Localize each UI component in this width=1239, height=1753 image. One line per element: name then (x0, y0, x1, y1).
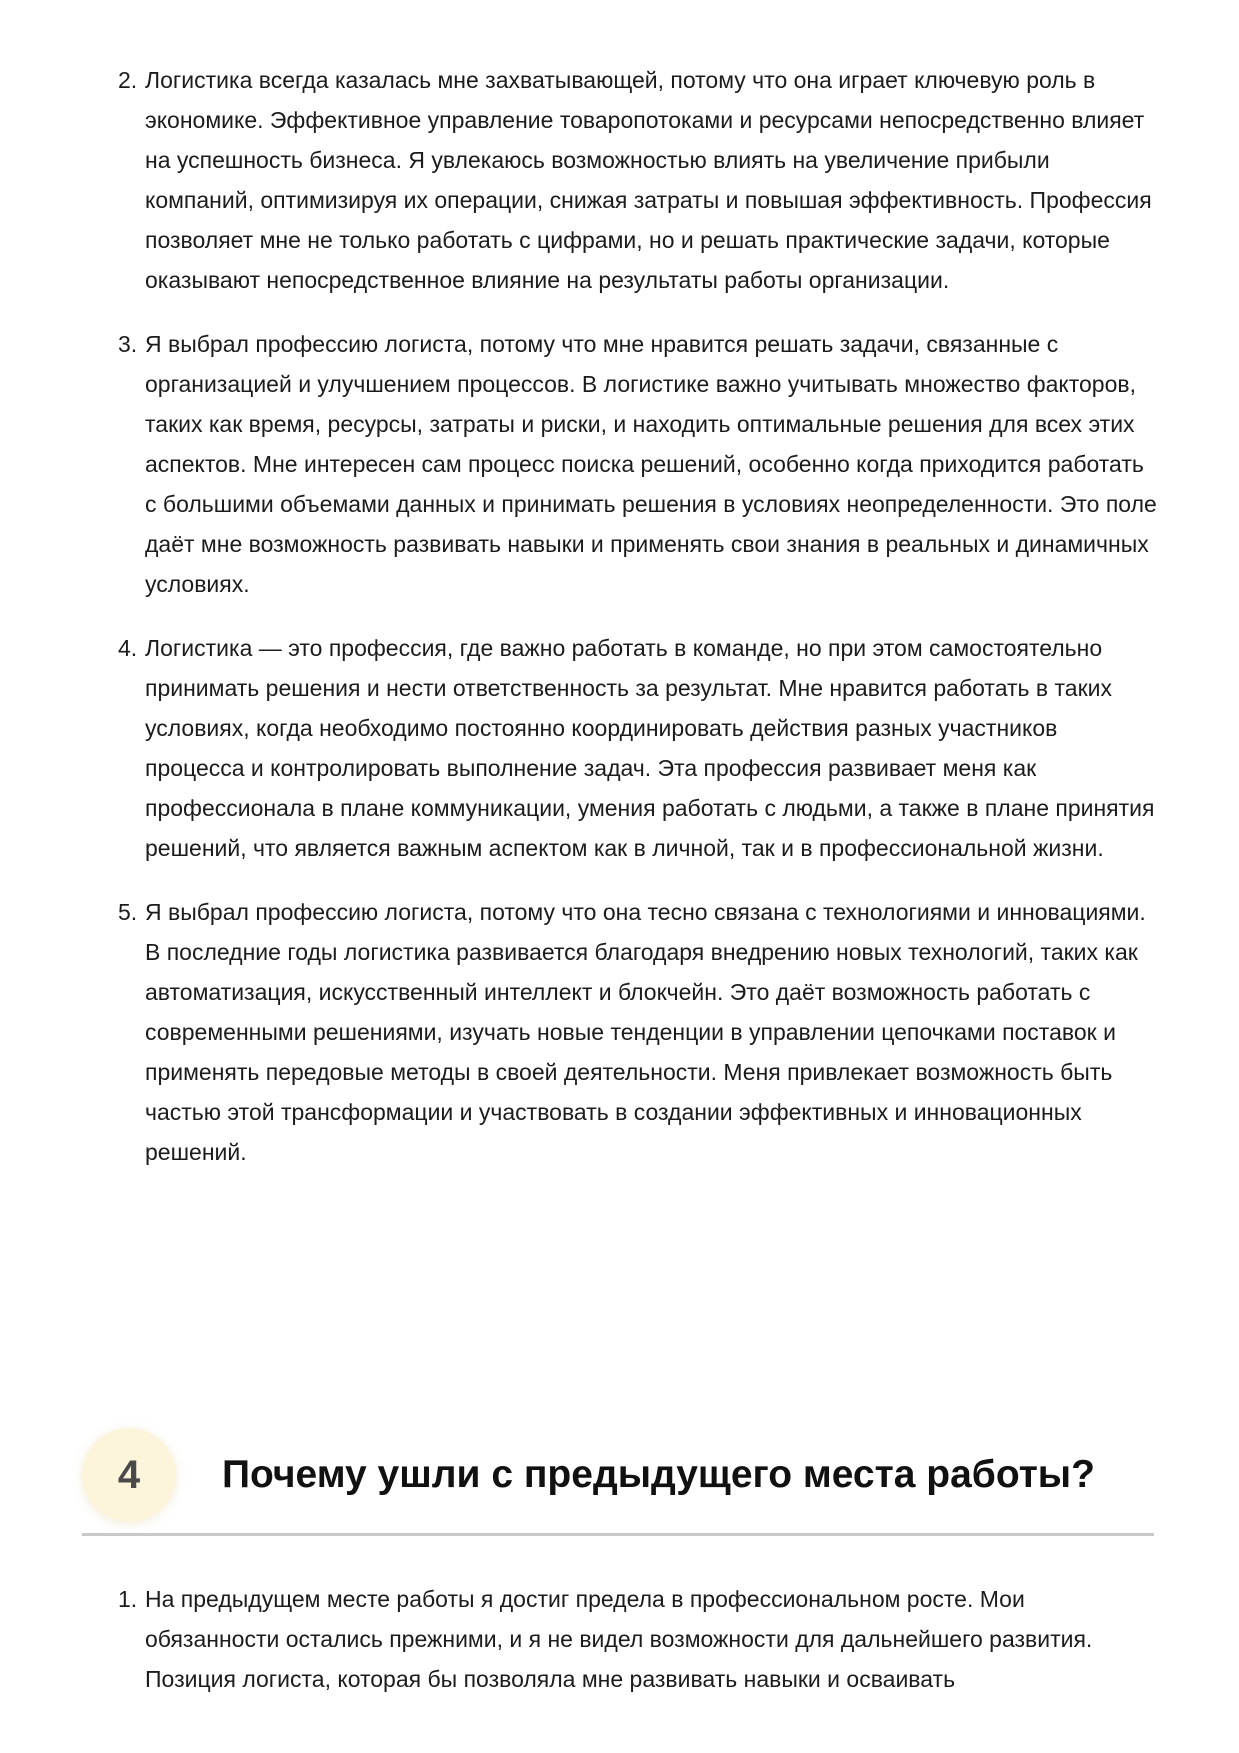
list-item-text: Я выбрал профессию логиста, потому что она тесно связана с технологиями и инновациями. В последние годы логистика развивается благодаря внедрению новых технологий, таких как автоматизация, искусственный интеллект и блокчейн. Это даёт возможность работать с современными решениями, изучать новые тенденции в управлении цепочками поставок и применять передовые методы в своей деятельности. Меня привлекает возможность быть частью этой трансформации и участвовать в создании эффективных и инновационных решений. (145, 899, 1146, 1165)
list-item-number: 4. (118, 635, 138, 661)
list-item (118, 892, 1158, 1172)
list-item-text: Логистика — это профессия, где важно работать в команде, но при этом самостоятельно принимать решения и нести ответственность за результат. Мне нравится работать в таких условиях, когда необходимо постоянно координировать действия разных участников процесса и контролировать выполнение задач. Эта профессия развивает меня как профессионала в плане коммуникации, умения работать с людьми, а также в плане принятия решений, что является важным аспектом как в личной, так и в профессиональной жизни. (145, 635, 1155, 861)
list-item (118, 628, 1158, 868)
list-item-number: 3. (118, 331, 138, 357)
answer-list (118, 1579, 1158, 1723)
list-item-number: 1. (118, 1586, 138, 1612)
section-header (82, 1423, 1154, 1536)
list-item-number: 5. (118, 899, 138, 925)
list-item (118, 324, 1158, 604)
list-item (118, 60, 1158, 300)
list-item-text: Логистика всегда казалась мне захватывающей, потому что она играет ключевую роль в экономике. Эффективное управление товаропотоками и ресурсами непосредственно влияет на успешность бизнеса. Я увлекаюсь возможностью влиять на увеличение прибыли компаний, оптимизируя их операции, снижая затраты и повышая эффективность. Профессия позволяет мне не только работать с цифрами, но и решать практические задачи, которые оказывают непосредственное влияние на результаты работы организации. (145, 67, 1152, 293)
list-item (118, 1579, 1158, 1699)
answer-list (118, 60, 1158, 1196)
section-title: Почему ушли с предыдущего места работы? (222, 1453, 1095, 1496)
list-item-number: 2. (118, 67, 138, 93)
list-item-text: На предыдущем месте работы я достиг предела в профессиональном росте. Мои обязанности остались прежними, и я не видел возможности для дальнейшего развития. Позиция логиста, которая бы позволяла мне развивать навыки и осваивать (145, 1586, 1093, 1692)
section-number-badge: 4 (82, 1428, 176, 1522)
list-item-text: Я выбрал профессию логиста, потому что мне нравится решать задачи, связанные с организацией и улучшением процессов. В логистике важно учитывать множество факторов, таких как время, ресурсы, затраты и риски, и находить оптимальные решения для всех этих аспектов. Мне интересен сам процесс поиска решений, особенно когда приходится работать с большими объемами данных и принимать решения в условиях неопределенности. Это поле даёт мне возможность развивать навыки и применять свои знания в реальных и динамичных условиях. (145, 331, 1157, 597)
